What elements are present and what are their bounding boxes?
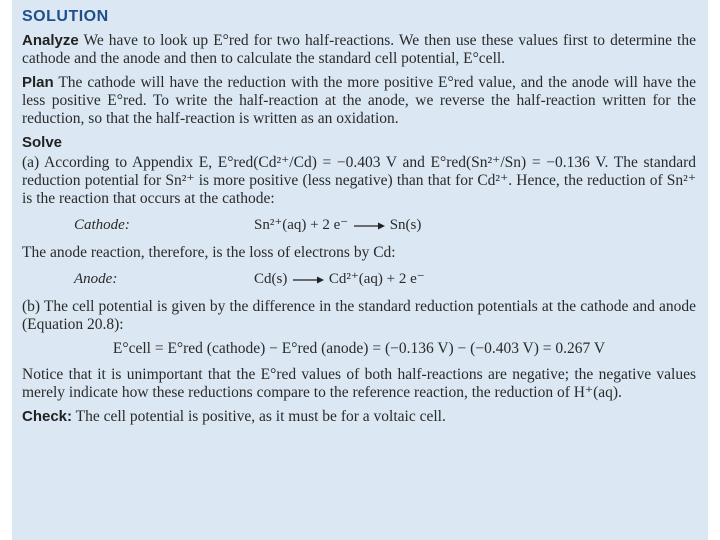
part-b-text: (b) The cell potential is given by the difference in the standard reduction potentials at the cathode and anode (Equation 20.8):: [22, 298, 696, 333]
anode-reaction: [22, 268, 696, 292]
notice-text: Notice that it is unimportant that the E°red values of both half-reactions are negative; the negative values merely indicate how these reductions compare to the reference reaction, the reduction of H⁺(aq).: [22, 366, 696, 401]
plan-text: The cathode will have the reduction with the more positive E°red value, and the anode will have the less positive E°red. To write the half-reaction at the anode, we reverse the half-reaction written for the reduction, so that the half-reaction is written as an oxidation.: [22, 74, 696, 127]
plan-paragraph: [22, 74, 696, 128]
analyze-label: Analyze: [22, 32, 79, 49]
plan-label: Plan: [22, 74, 54, 91]
anode-intro: The anode reaction, therefore, is the loss of electrons by Cd:: [22, 244, 396, 261]
anode-reactants: Cd(s): [254, 271, 288, 287]
reaction-arrow-icon: [352, 221, 386, 231]
solution-heading: SOLUTION: [22, 8, 109, 25]
cathode-equation: [254, 216, 421, 234]
part-a-text: (a) According to Appendix E, E°red(Cd²⁺/Cd) = −0.403 V and E°red(Sn²⁺/Sn) = −0.136 V. The standard reduction potential for Sn²⁺ is more positive (less negative) than that for Cd²⁺. Hence, the reduction of Sn²⁺ is the reaction that occurs at the cathode:: [22, 154, 696, 207]
solve-label: Solve: [22, 134, 63, 151]
cathode-reaction: [22, 214, 696, 238]
anode-label: Anode:: [74, 271, 118, 287]
analyze-paragraph: [22, 32, 696, 68]
reaction-arrow-icon: [291, 275, 325, 285]
cathode-reactants: Sn²⁺(aq) + 2 e⁻: [254, 217, 349, 233]
cathode-products: Sn(s): [389, 217, 422, 233]
check-label: Check:: [22, 408, 73, 425]
analyze-text: We have to look up E°red for two half-reactions. We then use these values first to determine the cathode and the anode and then to calculate the standard cell potential, E°cell.: [22, 32, 696, 67]
check-paragraph: [22, 408, 696, 426]
check-text: The cell potential is positive, as it must be for a voltaic cell.: [75, 408, 446, 425]
solution-box: [12, 0, 708, 540]
cell-potential-equation: E°cell = E°red (cathode) − E°red (anode) = (−0.136 V) − (−0.403 V) = 0.267 V: [112, 340, 606, 357]
anode-equation: [254, 270, 425, 288]
anode-products: Cd²⁺(aq) + 2 e⁻: [328, 271, 425, 287]
cathode-label: Cathode:: [74, 217, 130, 233]
